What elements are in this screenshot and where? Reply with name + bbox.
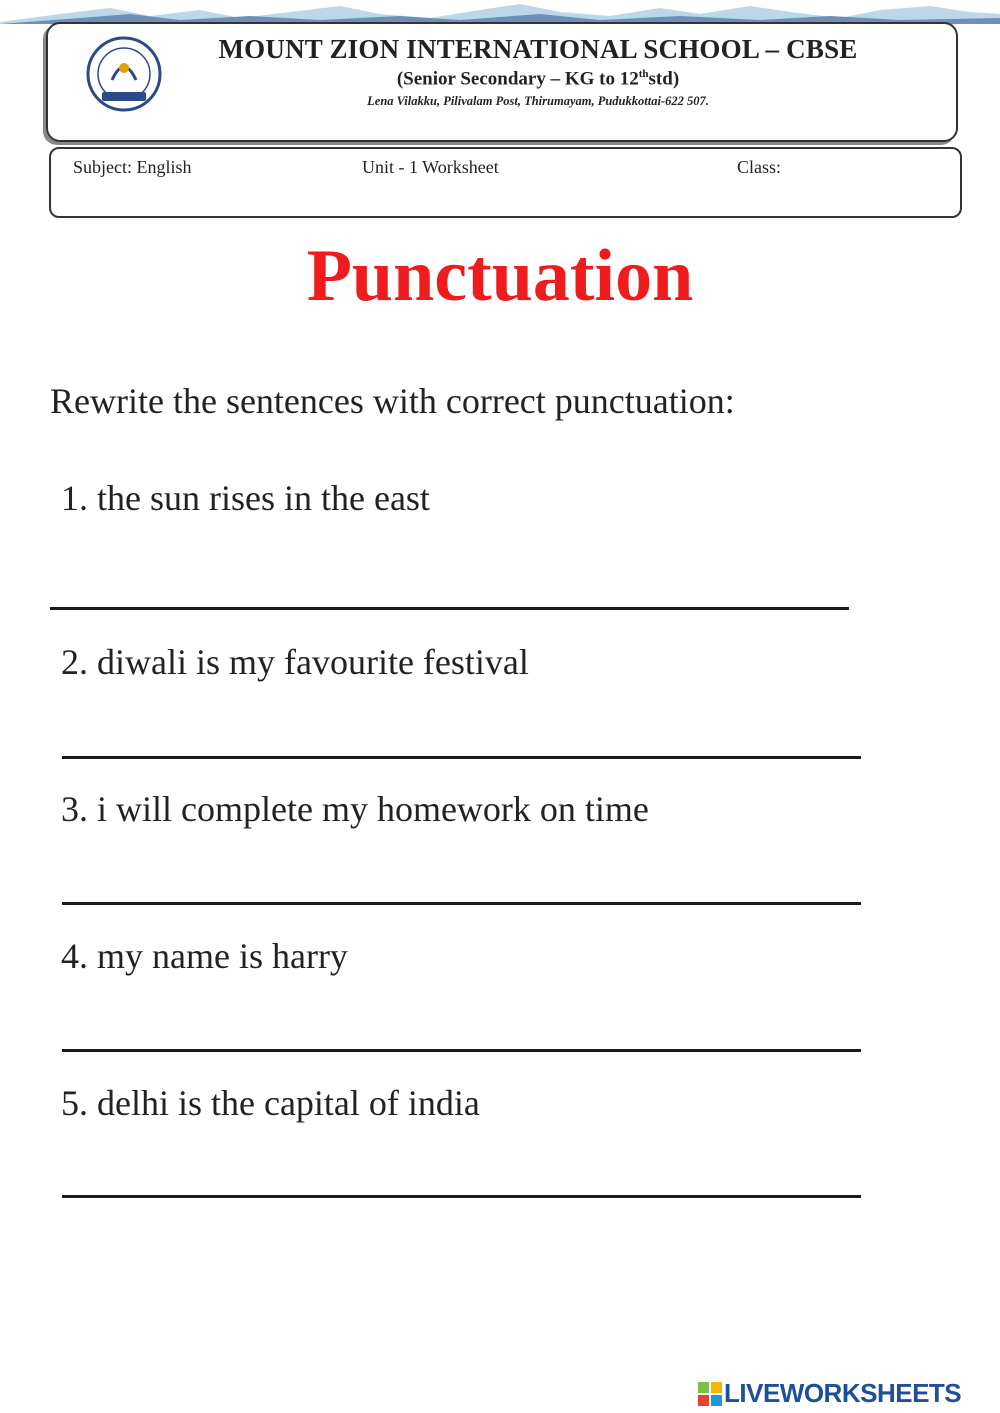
- mountain-border: [0, 0, 1000, 24]
- answer-line-4[interactable]: [62, 1049, 861, 1052]
- question-3: 3. i will complete my homework on time: [61, 789, 649, 829]
- school-header: [46, 22, 958, 142]
- answer-line-5[interactable]: [62, 1195, 861, 1198]
- subject-label: Subject: English: [73, 157, 192, 177]
- worksheet-title: Punctuation: [306, 235, 694, 317]
- question-2: 2. diwali is my favourite festival: [61, 642, 529, 682]
- liveworksheets-brand: [698, 1378, 996, 1410]
- school-subtitle: (Senior Secondary – KG to 12thstd): [396, 68, 680, 90]
- answer-line-3[interactable]: [62, 902, 861, 905]
- school-address: Lena Vilakku, Pilivalam Post, Thirumayam, Pudukkottai-622 507.: [367, 94, 709, 108]
- question-4: 4. my name is harry: [61, 936, 348, 976]
- question-1: 1. the sun rises in the east: [61, 478, 430, 518]
- question-5: 5. delhi is the capital of india: [61, 1083, 480, 1123]
- unit-label: Unit - 1 Worksheet: [362, 157, 499, 177]
- liveworksheets-logo-icon: [698, 1382, 722, 1406]
- school-name: MOUNT ZION INTERNATIONAL SCHOOL – CBSE: [218, 34, 858, 64]
- school-logo-icon: [84, 34, 164, 114]
- answer-line-1[interactable]: [50, 607, 849, 610]
- class-label: Class:: [737, 157, 782, 177]
- worksheet-info: [49, 147, 962, 218]
- answer-line-2[interactable]: [62, 756, 861, 759]
- brand-name: LIVEWORKSHEETS: [724, 1378, 962, 1408]
- instruction-text: Rewrite the sentences with correct punctuation:: [50, 381, 735, 421]
